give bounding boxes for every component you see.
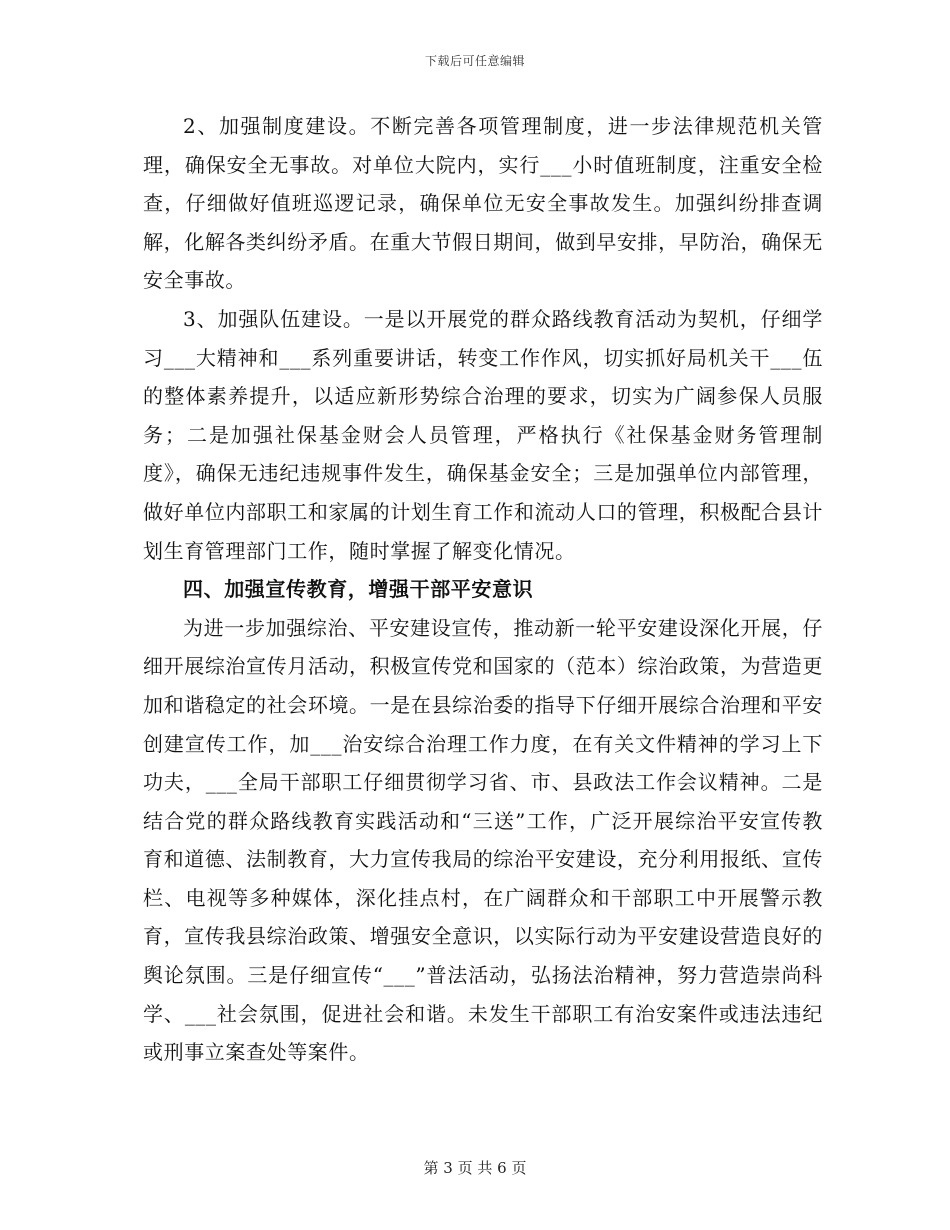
paragraph-publicity-education: 为进一步加强综治、平安建设宣传，推动新一轮平安建设深化开展，仔细开展综治宣传月活动，积极宣传党和国家的（范本）综治政策，为营造更加和谐稳定的社会环境。一是在县综治委的指导下仔细开展综合治理和平安创建宣传工作，加___治安综合治理工作力度，在有关文件精神的学习上下功夫，___全局干部职工仔细贯彻学习省、市、县政法工作会议精神。二是结合党的群众路线教育实践活动和“三送”工作，广泛开展综治平安宣传教育和道德、法制教育，大力宣传我局的综治平安建设，充分利用报纸、宣传栏、电视等多种媒体，深化挂点村，在广阔群众和干部职工中开展警示教育，宣传我县综治政策、增强安全意识，以实际行动为平安建设营造良好的舆论氛围。三是仔细宣传“___”普法活动，弘扬法治精神，努力营造崇尚科学、___社会氛围，促进社会和谐。未发生干部职工有治安案件或违法违纪或刑事立案查处等案件。	[143, 615, 823, 1065]
document-body	[143, 107, 823, 1072]
paragraph-institution-building: 2、加强制度建设。不断完善各项管理制度，进一步法律规范机关管理，确保安全无事故。对单位大院内，实行___小时值班制度，注重安全检查，仔细做好值班巡逻记录，确保单位无安全事故发生。加强纠纷排查调解，化解各类纠纷矛盾。在重大节假日期间，做到早安排，早防治，确保无安全事故。	[143, 114, 823, 293]
page-header: 下载后可任意编辑	[424, 54, 525, 68]
paragraph-team-building: 3、加强队伍建设。一是以开展党的群众路线教育活动为契机，仔细学习___大精神和___系列重要讲话，转变工作作风，切实抓好局机关干___伍的整体素养提升，以适应新形势综合治理的要求，切实为广阔参保人员服务；二是加强社保基金财会人员管理，严格执行《社保基金财务管理制度》，确保无违纪违规事件发生，确保基金安全；三是加强单位内部管理，做好单位内部职工和家属的计划生育工作和流动人口的管理，积极配合县计划生育管理部门工作，随时掌握了解变化情况。	[143, 306, 823, 563]
page-number: 第 3 页 共 6 页	[423, 1159, 527, 1177]
section-heading: 四、加强宣传教育，增强干部平安意识	[183, 577, 534, 602]
